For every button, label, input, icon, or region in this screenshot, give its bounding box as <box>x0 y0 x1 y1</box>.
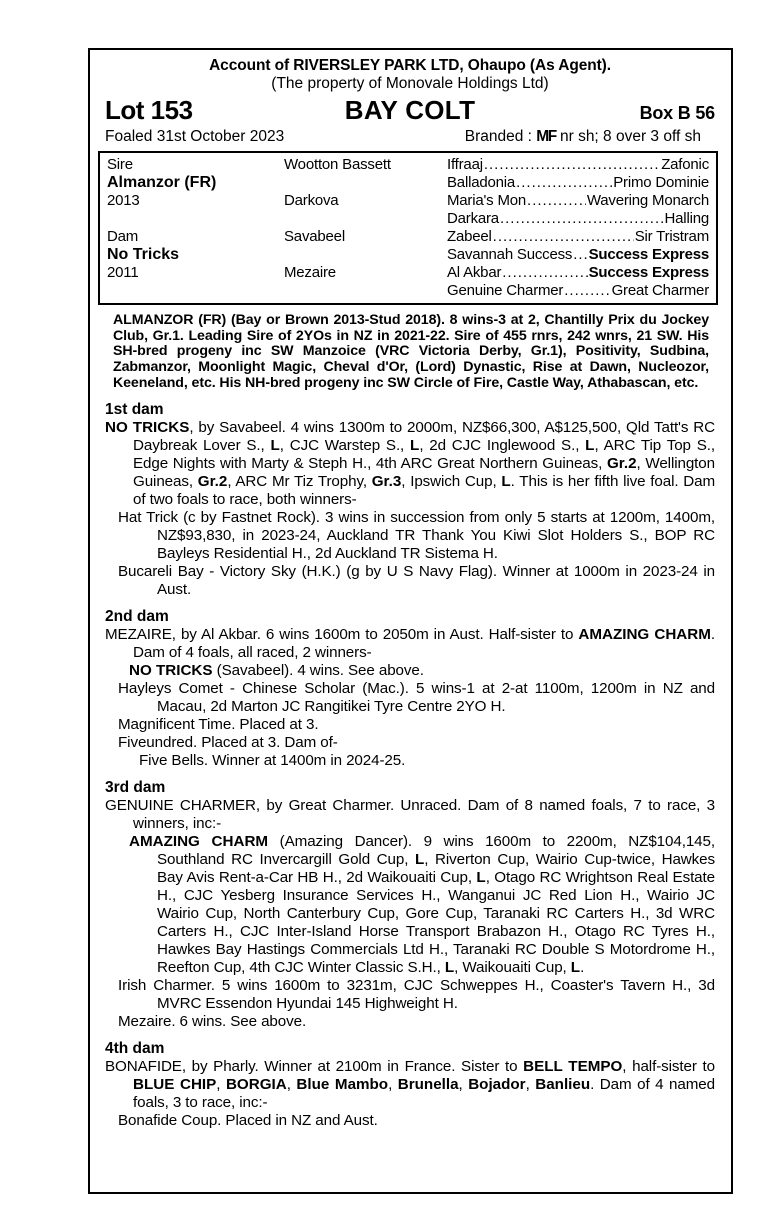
bold-text-run: Bojador <box>468 1075 526 1093</box>
ancestor-name: Maria's Mon <box>447 192 527 209</box>
pedigree-ancestor-cell <box>447 246 709 263</box>
bold-text-run: NO TRICKS <box>105 418 190 436</box>
pedigree-paragraph <box>105 833 715 977</box>
text-run: , <box>458 1075 469 1093</box>
pedigree-ancestor-cell <box>447 228 709 245</box>
pedigree-row <box>107 228 709 246</box>
pedigree-table <box>98 151 718 305</box>
pedigree-ancestor-cell <box>447 210 709 227</box>
text-run: Mezaire. 6 wins. See above. <box>118 1012 307 1030</box>
ancestor-name: Darkara <box>447 210 499 227</box>
text-run: Hat Trick (c by Fastnet Rock). 3 wins in succession from only 5 starts at 1200m, 1400m, NZ$93,830, in 2023-24, Auckland TR Thank You Kiwi Slot Holders S., BOP RC Bayleys Residential H., 2d Auckland TR Sistema H. <box>118 508 715 562</box>
text-run: Fiveundred. Placed at 3. Dam of- <box>118 733 338 751</box>
text-run: , by Savabeel. 4 wins 1300m to 2000m, NZ$66,300, A$125,500, Qld Tatt's RC Daybreak Lover S., <box>133 418 715 454</box>
pedigree-row <box>107 246 709 264</box>
leader-dots <box>484 156 660 173</box>
text-run: , half-sister to <box>622 1057 715 1075</box>
pedigree-paragraph <box>105 419 715 509</box>
bold-text-run: L <box>270 436 280 454</box>
leader-dots <box>502 264 587 281</box>
text-run: . Dam of 4 foals, all raced, 2 winners- <box>133 625 716 661</box>
branded-label: Branded : <box>464 128 537 145</box>
pedigree-ancestor-cell <box>447 156 709 173</box>
bold-text-run: AMAZING CHARM <box>129 832 269 850</box>
pedigree-paragraph <box>105 680 715 716</box>
text-run: Magnificent Time. Placed at 3. <box>118 715 319 733</box>
ancestor-name: Iffraaj <box>447 156 483 173</box>
bold-text-run: ALMANZOR (FR) (Bay or Brown 2013-Stud 2018). 8 wins-3 at 2, Chantilly Prix du Jockey Club, Gr.1. Leading Sire of 2YOs in NZ in 2021-22. Sire of 455 rnrs, 242 wnrs, 21 SW. His SH-bred progeny inc SW Manzoice (VRC Victoria Derby, Gr.1), Positivity, Sudbina, Zabmanzor, Moonlight Magic, Cheval d'Or, (Lord) Dynastic, Rise at Dawn, Nucleozor, Keeneland, etc. His NH-bred progeny inc SW Circle of Fire, Castle Way, Athabascan, etc. <box>113 312 709 391</box>
dam-section <box>105 1039 715 1130</box>
pedigree-subject-cell: 2013 <box>107 192 140 209</box>
ancestor-parent-name: Success Express <box>588 246 709 263</box>
text-run: Hayleys Comet - Chinese Scholar (Mac.). 5 wins-1 at 2-at 1100m, 1200m in NZ and Macau, 2d Marton JC Rangitikei Tyre Centre 2YO H. <box>118 679 715 715</box>
leader-dots <box>500 210 664 227</box>
foaled-date: Foaled 31st October 2023 <box>105 128 285 145</box>
text-run: (Amazing Dancer). 9 wins 1600m to 2200m, NZ$104,145, Southland RC Invercargill Gold Cup, <box>157 832 715 868</box>
text-run: GENUINE CHARMER, by Great Charmer. Unraced. Dam of 8 named foals, 7 to race, 3 winners, inc:- <box>105 796 715 832</box>
page-title: BAY COLT <box>344 95 476 125</box>
ancestor-parent-name: Sir Tristram <box>634 228 709 245</box>
pedigree-paragraph <box>105 662 715 680</box>
ancestor-name: Balladonia <box>447 174 516 191</box>
leader-dots <box>527 192 586 209</box>
ancestor-name: Al Akbar <box>447 264 502 281</box>
pedigree-paragraph <box>105 1112 715 1130</box>
pedigree-parent-cell: Darkova <box>284 192 339 209</box>
bold-text-run: L <box>570 958 581 976</box>
bold-text-run: NO TRICKS <box>129 661 213 679</box>
text-run: , Riverton Cup, Wairio Cup-twice, Hawkes Bay Avis Rent-a-Car HB H., 2d Waikouaiti Cup, <box>157 850 715 886</box>
bold-text-run: BLUE CHIP <box>133 1075 217 1093</box>
text-run: Bucareli Bay - Victory Sky (H.K.) (g by U S Navy Flag). Winner at 1000m in 2023-24 in Aust. <box>118 562 715 598</box>
leader-dots <box>516 174 612 191</box>
ancestor-name: Zabeel <box>447 228 492 245</box>
dam-sections <box>105 400 715 1130</box>
pedigree-paragraph <box>105 797 715 833</box>
pedigree-ancestor-cell <box>447 192 709 209</box>
pedigree-ancestor-cell <box>447 264 709 281</box>
text-run: (Savabeel). 4 wins. See above. <box>212 661 424 679</box>
bold-text-run: L <box>501 472 511 490</box>
text-run: , ARC Mr Tiz Trophy, <box>227 472 372 490</box>
leader-dots <box>493 228 634 245</box>
section-heading: 2nd dam <box>105 607 169 625</box>
text-run: Five Bells. Winner at 1400m in 2024-25. <box>139 751 406 769</box>
ancestor-parent-name: Success Express <box>588 264 709 281</box>
pedigree-paragraph <box>105 1013 715 1031</box>
sire-note <box>105 313 715 392</box>
text-run: , Wellington Guineas, <box>133 454 715 490</box>
pedigree-paragraph <box>105 716 715 734</box>
pedigree-paragraph <box>105 1058 715 1112</box>
text-run: , Otago RC Wrightson Real Estate H., CJC Yesberg Insurance Services H., Wanganui JC Red Lion H., Wairio JC Wairio Cup, North Canterbury Cup, Gore Cup, Taranaki RC Carters H., 3d WRC Carters H., CJC Inter-Island Horse Transport Brabazon H., Otago RC Tyres H., Hawkes Bay Hastings Commercials Ltd H., Taranaki RC Double S Motordrome H., Reefton Cup, 4th CJC Winter Classic S.H., <box>157 868 715 976</box>
text-run: . Dam of 4 named foals, 3 to race, inc:- <box>133 1075 715 1111</box>
bold-text-run: L <box>585 436 595 454</box>
ancestor-parent-name: Great Charmer <box>611 282 709 299</box>
bold-text-run: AMAZING CHARM <box>578 625 711 643</box>
text-run: BONAFIDE, by Pharly. Winner at 2100m in France. Sister to <box>105 1057 524 1075</box>
account-line: Account of RIVERSLEY PARK LTD, Ohaupo (As Agent). <box>209 57 611 74</box>
text-run: , <box>525 1075 536 1093</box>
bold-text-run: BELL TEMPO <box>523 1057 623 1075</box>
text-run: Bonafide Coup. Placed in NZ and Aust. <box>118 1111 378 1129</box>
ancestor-parent-name: Zafonic <box>661 156 709 173</box>
dam-section <box>105 400 715 599</box>
dam-section <box>105 778 715 1031</box>
text-run: , ARC Tip Top S., Edge Nights with Marty & Steph H., 4th ARC Great Northern Guineas, <box>133 436 715 472</box>
pedigree-paragraph <box>105 752 715 770</box>
bold-text-run: L <box>476 868 486 886</box>
lot-page-frame <box>88 48 733 1194</box>
pedigree-subject-cell: No Tricks <box>107 246 180 263</box>
text-run: , Ipswich Cup, <box>401 472 502 490</box>
text-run: . This is her fifth live foal. Dam of two foals to race, both winners- <box>133 472 716 508</box>
bold-text-run: Banlieu <box>535 1075 591 1093</box>
pedigree-paragraph <box>105 626 715 662</box>
leader-dots <box>564 282 610 299</box>
branded-info <box>465 127 701 146</box>
section-heading: 1st dam <box>105 400 164 418</box>
pedigree-paragraph <box>105 734 715 752</box>
ancestor-name: Genuine Charmer <box>447 282 564 299</box>
lot-header-row <box>105 95 715 126</box>
bold-text-run: L <box>444 958 455 976</box>
ancestor-parent-name: Halling <box>664 210 709 227</box>
pedigree-row <box>107 192 709 210</box>
brand-mark: MF <box>536 128 556 145</box>
section-heading: 3rd dam <box>105 778 166 796</box>
pedigree-ancestor-cell <box>447 174 709 191</box>
lot-number: Lot 153 <box>105 95 193 125</box>
pedigree-subject-cell: Dam <box>107 228 139 245</box>
ancestor-name: Savannah Success <box>447 246 573 263</box>
pedigree-paragraph <box>105 563 715 599</box>
text-run: Irish Charmer. 5 wins 1600m to 3231m, CJC Schweppes H., Coaster's Tavern H., 3d MVRC Essendon Hyundai 145 Highweight H. <box>118 976 715 1012</box>
text-run: , Waikouaiti Cup, <box>454 958 571 976</box>
pedigree-row <box>107 210 709 228</box>
foaled-row <box>105 127 715 146</box>
bold-text-run: Gr.2 <box>197 472 228 490</box>
pedigree-row <box>107 282 709 300</box>
box-number: Box B 56 <box>639 103 715 123</box>
text-run: MEZAIRE, by Al Akbar. 6 wins 1600m to 2050m in Aust. Half-sister to <box>105 625 579 643</box>
bold-text-run: BORGIA <box>225 1075 287 1093</box>
text-run: , CJC Warstep S., <box>279 436 411 454</box>
pedigree-parent-cell: Mezaire <box>284 264 336 281</box>
pedigree-parent-cell: Savabeel <box>284 228 345 245</box>
section-heading: 4th dam <box>105 1039 165 1057</box>
text-run: . <box>580 958 585 976</box>
pedigree-subject-cell: 2011 <box>107 264 139 281</box>
bold-text-run: Gr.2 <box>606 454 637 472</box>
bold-text-run: L <box>414 850 425 868</box>
pedigree-paragraph <box>105 977 715 1013</box>
bold-text-run: Brunella <box>397 1075 459 1093</box>
pedigree-paragraph <box>105 509 715 563</box>
ancestor-parent-name: Wavering Monarch <box>586 192 709 209</box>
bold-text-run: L <box>410 436 420 454</box>
pedigree-subject-cell: Sire <box>107 156 133 173</box>
ancestor-parent-name: Primo Dominie <box>613 174 709 191</box>
leader-dots <box>573 246 587 263</box>
branded-detail: nr sh; 8 over 3 off sh <box>555 128 701 145</box>
text-run: , <box>216 1075 226 1093</box>
text-run: , <box>286 1075 297 1093</box>
pedigree-ancestor-cell <box>447 282 709 299</box>
pedigree-parent-cell: Wootton Bassett <box>284 156 391 173</box>
text-run: , <box>388 1075 398 1093</box>
pedigree-row <box>107 174 709 192</box>
pedigree-row <box>107 156 709 174</box>
bold-text-run: Gr.3 <box>371 472 402 490</box>
pedigree-subject-cell: Almanzor (FR) <box>107 174 217 191</box>
bold-text-run: Blue Mambo <box>296 1075 389 1093</box>
pedigree-row <box>107 264 709 282</box>
property-line: (The property of Monovale Holdings Ltd) <box>271 75 549 92</box>
text-run: , 2d CJC Inglewood S., <box>419 436 586 454</box>
dam-section <box>105 607 715 770</box>
